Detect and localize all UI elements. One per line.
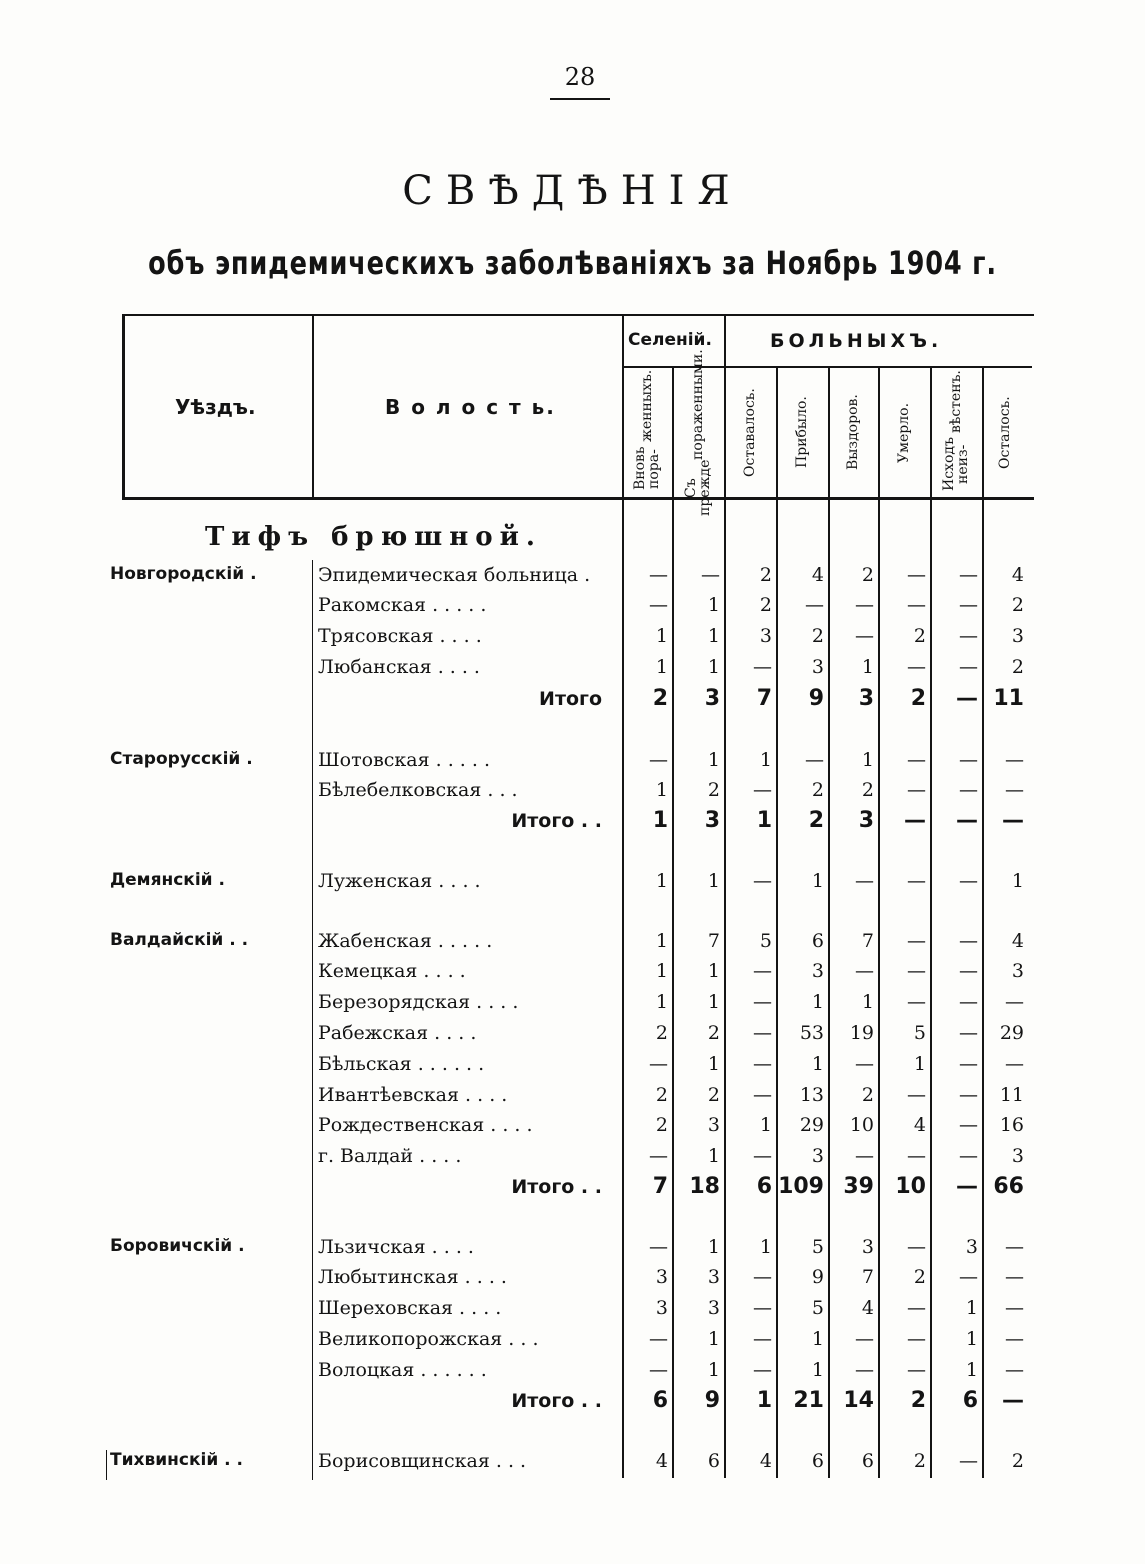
table-cell: — — [855, 870, 874, 892]
table-cell: 1 — [811, 1053, 824, 1075]
table-cell: — — [1002, 808, 1024, 833]
table-cell: — — [855, 1359, 874, 1381]
table-cell: — — [907, 594, 926, 616]
table-cell: — — [1005, 1328, 1024, 1350]
volost-name: Любанская . . . . — [318, 656, 480, 678]
table-cell: — — [753, 1359, 772, 1381]
table-cell: — — [1005, 1297, 1024, 1319]
table-cell: 1 — [965, 1328, 978, 1350]
table-cell: — — [959, 960, 978, 982]
table-cell: — — [959, 1084, 978, 1106]
volost-name: Ивантѣевская . . . . — [318, 1084, 508, 1106]
table-cell: 4 — [811, 564, 824, 586]
table-cell: 4 — [759, 1450, 772, 1472]
table-cell: 3 — [1011, 625, 1024, 647]
page-title: СВѢДѢНІЯ — [402, 168, 743, 214]
header-volost: В о л о с т ь. — [385, 395, 556, 419]
total-label: Итого . . — [511, 1176, 602, 1198]
table-top-border — [122, 314, 1034, 316]
table-cell: — — [649, 1328, 668, 1350]
table-cell: — — [959, 1022, 978, 1044]
table-cell: 2 — [1011, 656, 1024, 678]
column-header-line: Съ прежде — [683, 459, 713, 517]
table-cell: 2 — [913, 1450, 926, 1472]
table-cell: 21 — [793, 1388, 824, 1413]
table-cell: — — [649, 1053, 668, 1075]
table-cell: — — [1002, 1388, 1024, 1413]
table-cell: — — [855, 625, 874, 647]
volost-name: Борисовщинская . . . — [318, 1450, 527, 1472]
table-cell: 1 — [965, 1297, 978, 1319]
column-header — [780, 370, 824, 495]
table-cell: 1 — [707, 991, 720, 1013]
table-cell: — — [959, 1114, 978, 1136]
volost-name: г. Валдай . . . . — [318, 1145, 462, 1167]
table-cell: 3 — [965, 1236, 978, 1258]
volost-name: Березорядская . . . . — [318, 991, 519, 1013]
table-cell: 4 — [861, 1297, 874, 1319]
group-header-divider — [622, 366, 1032, 368]
table-cell: 2 — [1011, 594, 1024, 616]
table-cell: — — [959, 779, 978, 801]
table-cell: 1 — [759, 1236, 772, 1258]
table-cell: — — [805, 749, 824, 771]
table-cell: 39 — [843, 1174, 874, 1199]
table-cell: 2 — [707, 779, 720, 801]
table-cell: 3 — [704, 686, 720, 711]
table-cell: 3 — [1011, 1145, 1024, 1167]
table-cell: 1 — [707, 656, 720, 678]
table-cell: 7 — [756, 686, 772, 711]
table-cell: 3 — [811, 1145, 824, 1167]
uezd-volost-divider — [312, 314, 314, 500]
table-cell: — — [855, 1145, 874, 1167]
volost-name: Эпидемическая больница . — [318, 564, 591, 586]
uezd-name: Демянскій . — [110, 870, 225, 890]
column-header — [986, 370, 1024, 495]
table-cell: 1 — [913, 1053, 926, 1075]
table-cell: 3 — [858, 808, 874, 833]
table-cell: — — [855, 1053, 874, 1075]
column-header — [882, 370, 926, 495]
table-cell: 1 — [707, 625, 720, 647]
table-cell: — — [1005, 991, 1024, 1013]
table-cell: 1 — [756, 808, 772, 833]
table-cell: 4 — [1011, 930, 1024, 952]
table-cell: — — [907, 749, 926, 771]
table-cell: 2 — [655, 1084, 668, 1106]
table-cell: 2 — [811, 779, 824, 801]
table-cell: — — [753, 870, 772, 892]
volost-name: Великопорожская . . . — [318, 1328, 539, 1350]
table-cell: 13 — [799, 1084, 824, 1106]
column-header-line: женныхъ. — [639, 370, 655, 443]
table-cell: 6 — [811, 1450, 824, 1472]
body-divider — [106, 1450, 107, 1480]
table-cell: — — [1005, 1359, 1024, 1381]
table-cell: — — [956, 1174, 978, 1199]
volost-name: Шотовская . . . . . — [318, 749, 490, 771]
column-header — [676, 348, 720, 517]
volost-name: Жабенская . . . . . — [318, 930, 493, 952]
table-cell: — — [1005, 1053, 1024, 1075]
table-cell: 3 — [707, 1297, 720, 1319]
table-cell: 2 — [808, 808, 824, 833]
table-cell: — — [1005, 749, 1024, 771]
volost-name: Рабежская . . . . — [318, 1022, 477, 1044]
table-cell: — — [701, 564, 720, 586]
table-cell: — — [907, 930, 926, 952]
table-cell: 18 — [689, 1174, 720, 1199]
table-cell: — — [855, 594, 874, 616]
table-cell: 1 — [655, 930, 668, 952]
table-cell: 1 — [655, 870, 668, 892]
table-cell: 3 — [704, 808, 720, 833]
column-header-line: Осталось. — [997, 396, 1013, 469]
volost-name: Любытинская . . . . — [318, 1266, 507, 1288]
table-cell: — — [959, 991, 978, 1013]
table-cell: 2 — [861, 779, 874, 801]
volost-name: Рождественская . . . . — [318, 1114, 533, 1136]
table-cell: 2 — [707, 1084, 720, 1106]
total-label: Итого — [539, 688, 602, 710]
table-cell: — — [753, 1022, 772, 1044]
table-cell: — — [907, 1145, 926, 1167]
page-number: 28 — [550, 62, 610, 100]
table-cell: 3 — [707, 1114, 720, 1136]
page-subtitle: объ эпидемическихъ заболѣваніяхъ за Ноябрь 1904 г. — [148, 244, 997, 282]
volost-name: Кемецкая . . . . — [318, 960, 466, 982]
header-bottom-border — [122, 497, 1034, 500]
table-cell: 7 — [861, 1266, 874, 1288]
table-cell: 1 — [759, 749, 772, 771]
table-cell: — — [959, 1053, 978, 1075]
table-cell: 16 — [999, 1114, 1024, 1136]
table-cell: — — [753, 1053, 772, 1075]
table-cell: — — [1005, 1266, 1024, 1288]
volost-name: Бѣльская . . . . . . — [318, 1053, 485, 1075]
uezd-name: Новгородскій . — [110, 564, 257, 584]
column-header-line: Исходъ неиз- — [941, 437, 971, 491]
table-cell: — — [907, 564, 926, 586]
table-cell: — — [753, 1328, 772, 1350]
uezd-name: Валдайскій . . — [110, 930, 249, 950]
table-cell: 1 — [655, 625, 668, 647]
table-cell: — — [907, 1236, 926, 1258]
column-header — [832, 370, 874, 495]
table-cell: — — [959, 656, 978, 678]
table-cell: 2 — [910, 1388, 926, 1413]
volost-name: Шереховская . . . . — [318, 1297, 502, 1319]
table-cell: 53 — [799, 1022, 824, 1044]
column-header-line: Оставалось. — [742, 388, 758, 477]
table-cell: 1 — [707, 594, 720, 616]
uezd-name: Старорусскій . — [110, 749, 253, 769]
table-cell: 4 — [655, 1450, 668, 1472]
table-cell: 14 — [843, 1388, 874, 1413]
table-cell: 2 — [861, 1084, 874, 1106]
table-cell: 109 — [778, 1174, 824, 1199]
table-cell: 1 — [861, 749, 874, 771]
table-cell: 2 — [913, 1266, 926, 1288]
header-uezd: Уѣздъ. — [175, 395, 256, 419]
table-cell: 6 — [756, 1174, 772, 1199]
table-cell: — — [907, 870, 926, 892]
table-cell: — — [753, 656, 772, 678]
table-cell: 2 — [652, 686, 668, 711]
table-cell: 2 — [759, 594, 772, 616]
column-header-line: Выздоров. — [845, 394, 861, 471]
table-cell: 1 — [652, 808, 668, 833]
table-cell: 6 — [861, 1450, 874, 1472]
table-cell: — — [956, 686, 978, 711]
table-cell: 11 — [993, 686, 1024, 711]
table-cell: 1 — [707, 1359, 720, 1381]
table-cell: 9 — [808, 686, 824, 711]
table-cell: — — [959, 564, 978, 586]
table-cell: 7 — [707, 930, 720, 952]
table-cell: 1 — [707, 1236, 720, 1258]
table-cell: 10 — [895, 1174, 926, 1199]
table-cell: 6 — [811, 930, 824, 952]
table-cell: — — [649, 1236, 668, 1258]
table-cell: 1 — [1011, 870, 1024, 892]
table-cell: 6 — [652, 1388, 668, 1413]
table-cell: 2 — [910, 686, 926, 711]
table-cell: — — [649, 564, 668, 586]
table-cell: 3 — [811, 656, 824, 678]
table-cell: — — [855, 960, 874, 982]
table-cell: 3 — [759, 625, 772, 647]
section-title: Тифъ брюшной. — [205, 522, 542, 552]
table-cell: 9 — [811, 1266, 824, 1288]
volost-name: Трясовская . . . . — [318, 625, 482, 647]
table-cell: — — [907, 960, 926, 982]
table-cell: 2 — [913, 625, 926, 647]
table-cell: — — [959, 1450, 978, 1472]
table-cell: 1 — [707, 749, 720, 771]
table-cell: — — [753, 1084, 772, 1106]
total-label: Итого . . — [511, 1390, 602, 1412]
body-divider — [312, 560, 313, 1480]
table-cell: — — [907, 1328, 926, 1350]
table-cell: 5 — [759, 930, 772, 952]
uezd-name: Боровичскій . — [110, 1236, 245, 1256]
volost-name: Ракомская . . . . . — [318, 594, 487, 616]
table-cell: 1 — [655, 656, 668, 678]
table-cell: 1 — [707, 870, 720, 892]
table-cell: — — [805, 594, 824, 616]
table-cell: 1 — [707, 1145, 720, 1167]
table-cell: — — [649, 1359, 668, 1381]
table-cell: 6 — [962, 1388, 978, 1413]
table-cell: 1 — [811, 1328, 824, 1350]
table-cell: — — [1005, 779, 1024, 801]
table-cell: 19 — [849, 1022, 874, 1044]
table-cell: — — [649, 1145, 668, 1167]
table-cell: 2 — [1011, 1450, 1024, 1472]
volost-name: Волоцкая . . . . . . — [318, 1359, 487, 1381]
table-cell: 1 — [811, 1359, 824, 1381]
table-cell: — — [904, 808, 926, 833]
table-cell: 29 — [799, 1114, 824, 1136]
table-left-border — [122, 314, 125, 500]
table-cell: 1 — [707, 1053, 720, 1075]
table-cell: 1 — [811, 870, 824, 892]
table-cell: 7 — [861, 930, 874, 952]
volost-name: Луженская . . . . — [318, 870, 481, 892]
volost-name: Льзичская . . . . — [318, 1236, 474, 1258]
table-cell: 5 — [811, 1236, 824, 1258]
table-cell: — — [753, 1266, 772, 1288]
column-header-line: Умерло. — [896, 402, 912, 463]
table-cell: 5 — [811, 1297, 824, 1319]
table-cell: 1 — [655, 779, 668, 801]
table-cell: 1 — [759, 1114, 772, 1136]
table-cell: 66 — [993, 1174, 1024, 1199]
column-header — [728, 370, 772, 495]
table-cell: 2 — [655, 1022, 668, 1044]
table-cell: — — [959, 594, 978, 616]
table-cell: — — [753, 779, 772, 801]
table-cell: — — [753, 960, 772, 982]
table-cell: 1 — [707, 960, 720, 982]
column-header — [626, 370, 668, 495]
table-cell: 11 — [999, 1084, 1024, 1106]
table-cell: — — [959, 870, 978, 892]
table-cell: 1 — [861, 656, 874, 678]
table-cell: 3 — [655, 1266, 668, 1288]
table-cell: 2 — [811, 625, 824, 647]
column-header — [934, 370, 978, 495]
table-cell: 5 — [913, 1022, 926, 1044]
column-header-line: вѣстенъ. — [948, 370, 964, 433]
column-header-line: пораженными. — [690, 348, 706, 460]
table-cell: 1 — [861, 991, 874, 1013]
table-cell: — — [959, 930, 978, 952]
column-header-line: Вновь пора- — [632, 446, 662, 491]
table-cell: — — [649, 749, 668, 771]
table-cell: 29 — [999, 1022, 1024, 1044]
table-cell: 9 — [704, 1388, 720, 1413]
uezd-name: Тихвинскій . . — [110, 1450, 243, 1470]
table-cell: — — [959, 1266, 978, 1288]
table-cell: 4 — [1011, 564, 1024, 586]
table-cell: 2 — [655, 1114, 668, 1136]
table-cell: 1 — [655, 960, 668, 982]
table-cell: — — [855, 1328, 874, 1350]
table-cell: — — [907, 779, 926, 801]
table-cell: 1 — [707, 1328, 720, 1350]
header-seleniy: Селеній. — [628, 330, 712, 350]
table-cell: — — [959, 625, 978, 647]
header-bolnykh: БОЛЬНЫХЪ. — [770, 330, 943, 352]
table-cell: 3 — [1011, 960, 1024, 982]
table-cell: 2 — [707, 1022, 720, 1044]
table-cell: 4 — [913, 1114, 926, 1136]
table-cell: — — [907, 1359, 926, 1381]
column-header-line: Прибыло. — [794, 396, 810, 469]
table-cell: 2 — [861, 564, 874, 586]
table-cell: 1 — [756, 1388, 772, 1413]
table-cell: — — [907, 656, 926, 678]
table-cell: 6 — [707, 1450, 720, 1472]
table-cell: — — [753, 1297, 772, 1319]
table-cell: — — [907, 1084, 926, 1106]
table-cell: — — [1005, 1236, 1024, 1258]
table-cell: — — [907, 1297, 926, 1319]
table-cell: — — [907, 991, 926, 1013]
table-cell: 3 — [655, 1297, 668, 1319]
table-cell: — — [649, 594, 668, 616]
table-cell: — — [753, 1145, 772, 1167]
table-cell: 3 — [861, 1236, 874, 1258]
table-cell: 3 — [858, 686, 874, 711]
table-cell: — — [959, 1145, 978, 1167]
total-label: Итого . . — [511, 810, 602, 832]
table-cell: 1 — [655, 991, 668, 1013]
table-cell: 7 — [652, 1174, 668, 1199]
table-cell: 1 — [811, 991, 824, 1013]
table-cell: 1 — [965, 1359, 978, 1381]
table-cell: — — [753, 991, 772, 1013]
table-cell: — — [959, 749, 978, 771]
volost-name: Бѣлебелковская . . . — [318, 779, 518, 801]
table-cell: 3 — [811, 960, 824, 982]
table-cell: 10 — [849, 1114, 874, 1136]
table-cell: 3 — [707, 1266, 720, 1288]
table-cell: 2 — [759, 564, 772, 586]
table-cell: — — [956, 808, 978, 833]
